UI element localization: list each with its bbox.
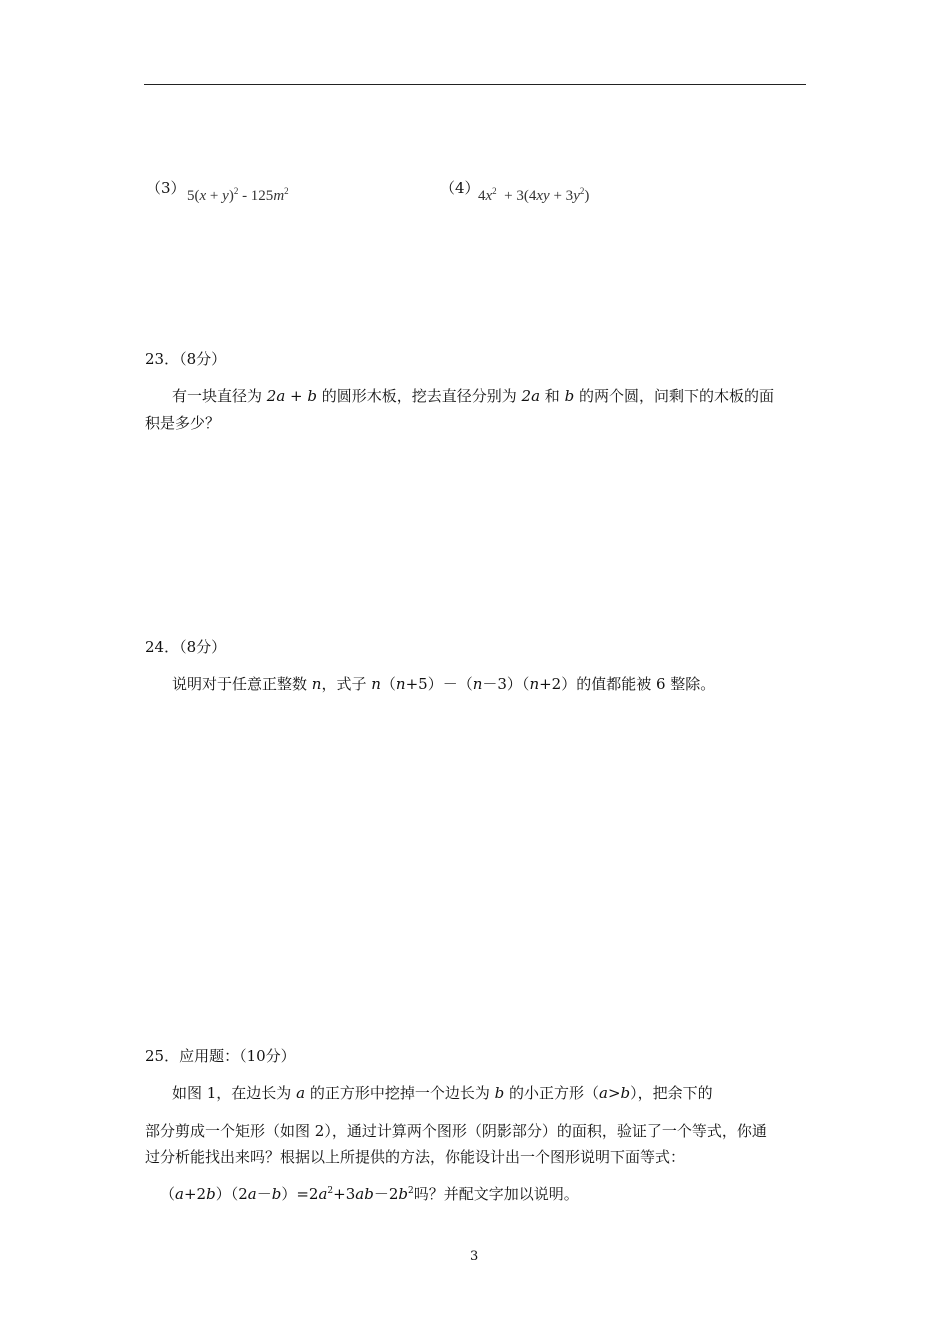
q25-header: 25．应用题：（10分） <box>145 1047 296 1065</box>
q25-line2: 部分剪成一个矩形（如图 2），通过计算两个图形（阴影部分）的面积，验证了一个等式，你通 <box>145 1122 767 1140</box>
q23-line1: 有一块直径为 2a + b 的圆形木板，挖去直径分别为 2a 和 b 的两个圆，问剩下的木板的面 <box>172 387 774 405</box>
q24-line1: 说明对于任意正整数 n，式子 n（n+5）－（n－3）（n+2）的值都能被 6 整除。 <box>172 675 716 693</box>
subproblem-3-expression: $5(x + y)^2 - 125m^2$ <box>187 186 289 204</box>
q23-line2: 积是多少？ <box>145 414 221 432</box>
subproblem-4-label: （4） <box>440 179 480 197</box>
q25-line3: 过分析能找出来吗？根据以上所提供的方法，你能设计出一个图形说明下面等式： <box>145 1148 686 1166</box>
subproblem-4-expression: $4x^2 + 3(4xy + 3y^2)$ <box>478 186 590 204</box>
q25-line1: 如图 1，在边长为 a 的正方形中挖掉一个边长为 b 的小正方形（a>b），把余下的 <box>172 1084 713 1102</box>
q25-equation: $(a+2b)(2a-b)=2a^2+3ab-2b^2$吗？并配文字加以说明。 <box>160 1185 579 1203</box>
q23-header: 23．（8分） <box>145 350 227 368</box>
subproblem-3-label: （3） <box>146 179 186 197</box>
q24-header: 24．（8分） <box>145 638 227 656</box>
header-rule <box>144 84 806 85</box>
page-number: 3 <box>470 1249 479 1264</box>
